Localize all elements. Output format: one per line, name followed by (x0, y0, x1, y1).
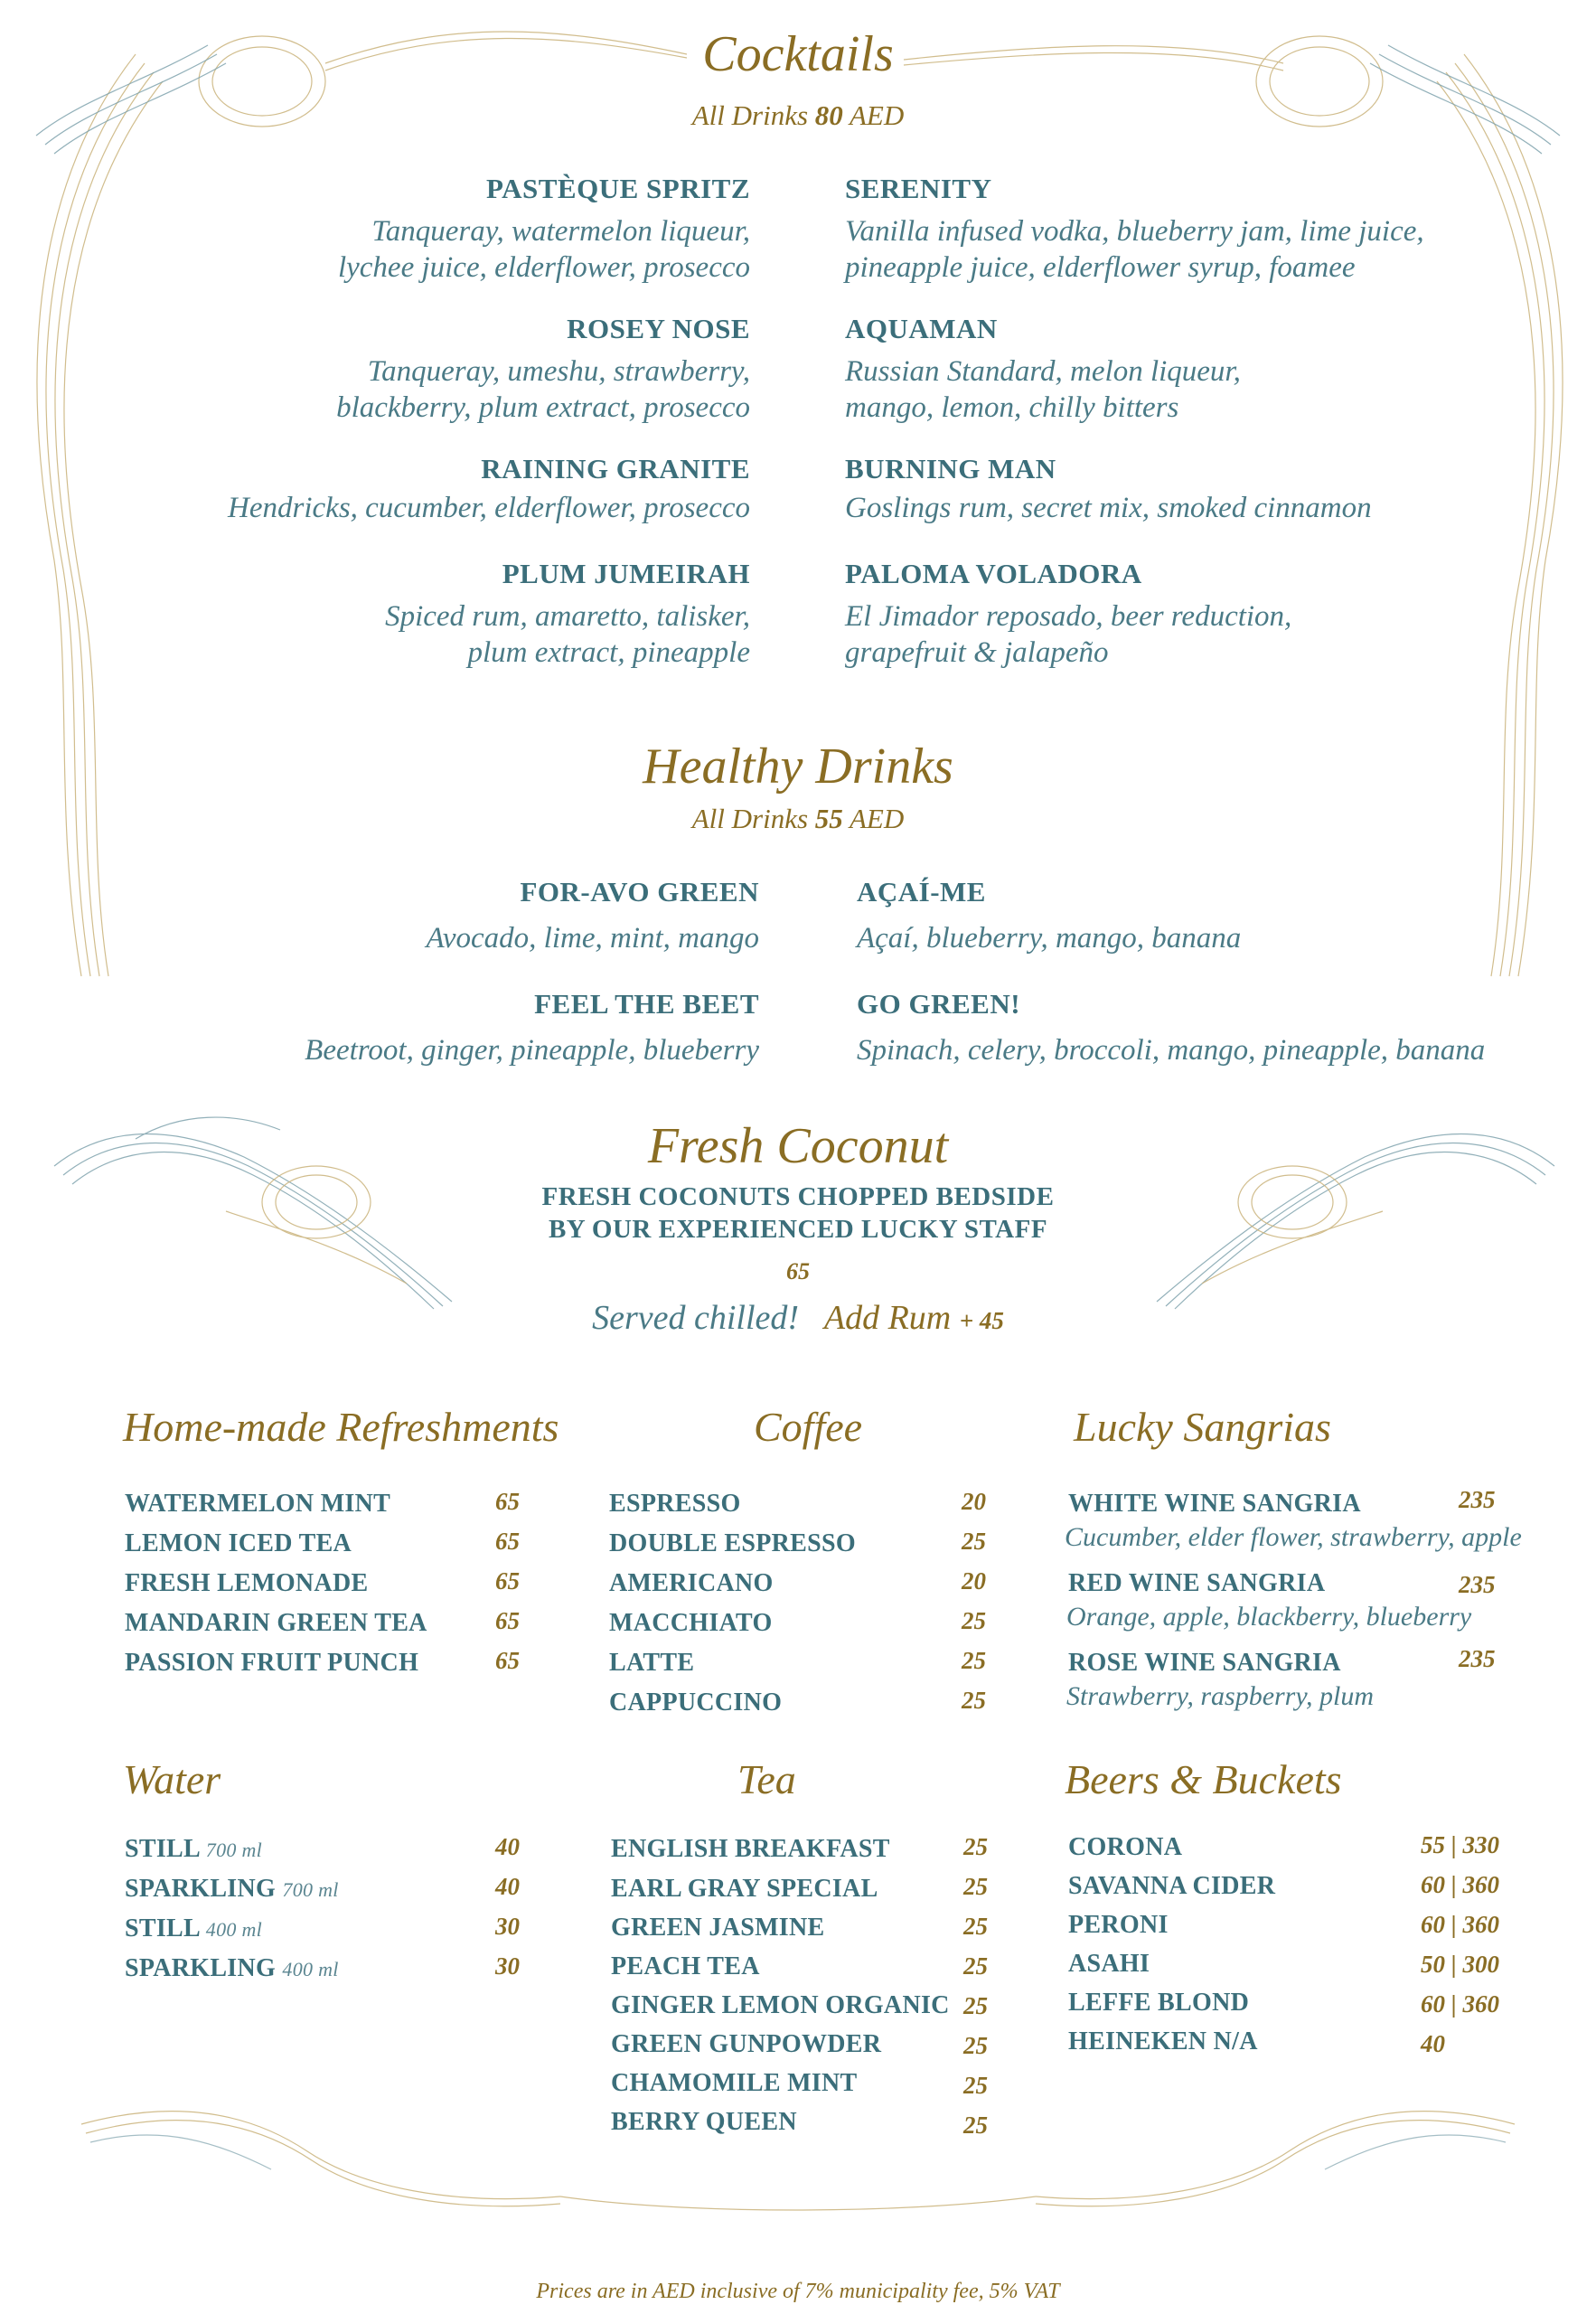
healthy-name: FEEL THE BEET (534, 988, 759, 1020)
price-disclaimer: Prices are in AED inclusive of 7% municipality fee, 5% VAT (536, 2280, 1060, 2303)
cocktail-desc-line: Hendricks, cucumber, elderflower, prosecco (228, 492, 750, 525)
cocktail-desc (845, 491, 1478, 527)
cocktail-item (845, 452, 1478, 527)
cocktail-desc-line: El Jimador reposado, beer reduction, (845, 600, 1292, 634)
coconut-served-line (0, 1298, 1596, 1338)
cocktail-desc-line: Tanqueray, watermelon liqueur, (371, 215, 750, 249)
tea-title: Tea (737, 1756, 796, 1802)
cocktails-sub-prefix: All Drinks (691, 99, 809, 131)
refreshment-item: MANDARIN GREEN TEA (125, 1609, 427, 1637)
cocktail-desc (845, 599, 1478, 671)
sangria-desc: Strawberry, raspberry, plum (1066, 1681, 1375, 1711)
beer-item: ASAHI (1068, 1950, 1150, 1978)
tea-item: GINGER LEMON ORGANIC (611, 1991, 950, 2019)
coffee-item: ESPRESSO (609, 1490, 741, 1518)
coffee-item: LATTE (609, 1649, 695, 1677)
coffee-price: 20 (962, 1567, 986, 1594)
cocktail-item (117, 557, 750, 671)
healthy-item (857, 987, 1489, 1069)
sangria-price: 235 (1459, 1645, 1496, 1672)
refreshment-item: PASSION FRUIT PUNCH (125, 1649, 419, 1677)
water-item-volume: 400 ml (205, 1918, 263, 1941)
bottom-frame-ornament (0, 2097, 1596, 2233)
cocktails-subtitle (0, 101, 1596, 129)
tea-item: BERRY QUEEN (611, 2108, 797, 2136)
coffee-item: DOUBLE ESPRESSO (609, 1529, 856, 1557)
tea-price: 25 (963, 2032, 988, 2059)
cocktail-desc (845, 214, 1478, 286)
cocktail-name: AQUAMAN (845, 313, 998, 344)
water-item-name: SPARKLING (125, 1875, 277, 1903)
coconut-served: Served chilled! (592, 1299, 800, 1337)
cocktail-desc-line: Goslings rum, secret mix, smoked cinnamon (845, 492, 1372, 525)
beers-title: Beers & Buckets (1065, 1756, 1342, 1802)
cocktails-sub-price: 80 (814, 99, 843, 131)
cocktail-desc-line: Spiced rum, amaretto, talisker, (385, 600, 750, 634)
coffee-title: Coffee (754, 1404, 863, 1450)
cocktail-desc-line: plum extract, pineapple (467, 635, 750, 669)
beer-item: SAVANNA CIDER (1068, 1872, 1276, 1900)
tea-item: PEACH TEA (611, 1952, 760, 1980)
coffee-item: CAPPUCCINO (609, 1688, 783, 1717)
beer-price: 60 | 360 (1421, 1911, 1499, 1938)
cocktail-name: PALOMA VOLADORA (845, 558, 1142, 589)
tea-item: ENGLISH BREAKFAST (611, 1835, 890, 1863)
cocktail-name: RAINING GRANITE (481, 453, 750, 484)
cocktail-item (845, 172, 1478, 286)
cocktail-desc-line: blackberry, plum extract, prosecco (336, 390, 750, 424)
coffee-price: 20 (962, 1488, 986, 1515)
cocktail-item (117, 312, 750, 426)
tea-item: GREEN GUNPOWDER (611, 2030, 882, 2058)
tea-item: CHAMOMILE MINT (611, 2069, 858, 2097)
water-item (125, 1877, 339, 1902)
refreshment-price: 65 (495, 1528, 520, 1555)
water-item (125, 1916, 262, 1942)
healthy-sub-price: 55 (814, 803, 843, 834)
cocktail-desc-line: Vanilla infused vodka, blueberry jam, lime juice, (845, 215, 1424, 249)
cocktail-item (845, 312, 1478, 426)
healthy-item (857, 875, 1489, 957)
sangria-price: 235 (1459, 1486, 1496, 1513)
refreshments-title: Home-made Refreshments (123, 1404, 559, 1450)
cocktail-desc (117, 491, 750, 527)
water-item-volume: 700 ml (205, 1839, 263, 1861)
coffee-price: 25 (962, 1647, 986, 1674)
sangria-price: 235 (1459, 1571, 1496, 1598)
water-price: 30 (495, 1913, 520, 1940)
cocktail-item (117, 172, 750, 286)
sangria-desc: Orange, apple, blackberry, blueberry (1066, 1602, 1472, 1632)
coffee-item: MACCHIATO (609, 1609, 773, 1637)
water-item (125, 1956, 339, 1981)
cocktail-desc-line: Russian Standard, melon liqueur, (845, 355, 1241, 389)
coffee-item: AMERICANO (609, 1569, 774, 1597)
tea-price: 25 (963, 1873, 988, 1900)
tea-price: 25 (963, 1833, 988, 1860)
healthy-name: FOR-AVO GREEN (520, 876, 759, 908)
sangria-item: RED WINE SANGRIA (1068, 1569, 1326, 1597)
cocktail-name: SERENITY (845, 173, 992, 204)
cocktail-desc (117, 214, 750, 286)
beer-price: 60 | 360 (1421, 1871, 1499, 1898)
water-item-name: SPARKLING (125, 1954, 277, 1982)
cocktail-name: PLUM JUMEIRAH (502, 558, 750, 589)
tea-item: GREEN JASMINE (611, 1914, 825, 1942)
tea-price: 25 (963, 2112, 988, 2139)
sangria-item: ROSE WINE SANGRIA (1068, 1649, 1341, 1677)
refreshment-price: 65 (495, 1488, 520, 1515)
refreshment-item: LEMON ICED TEA (125, 1529, 352, 1557)
cocktail-desc-line: Tanqueray, umeshu, strawberry, (367, 355, 750, 389)
healthy-desc: Açaí, blueberry, mango, banana (857, 922, 1242, 955)
healthy-name: AÇAÍ-ME (857, 876, 986, 908)
refreshment-item: FRESH LEMONADE (125, 1569, 369, 1597)
tea-item: EARL GRAY SPECIAL (611, 1875, 878, 1903)
beer-price: 55 | 330 (1421, 1831, 1499, 1858)
sangria-desc: Cucumber, elder flower, strawberry, apple (1065, 1522, 1522, 1552)
healthy-subtitle (0, 804, 1596, 832)
beer-item: PERONI (1068, 1911, 1169, 1939)
beer-price: 40 (1421, 2030, 1445, 2057)
coffee-price: 25 (962, 1528, 986, 1555)
cocktails-title: Cocktails (702, 26, 894, 82)
cocktail-desc-line: pineapple juice, elderflower syrup, foamee (845, 250, 1356, 284)
refreshment-item: WATERMELON MINT (125, 1490, 391, 1518)
refreshment-price: 65 (495, 1567, 520, 1594)
water-item-volume: 700 ml (282, 1878, 339, 1901)
cocktail-item (845, 557, 1478, 671)
healthy-desc: Beetroot, ginger, pineapple, blueberry (305, 1034, 759, 1068)
water-item (125, 1837, 262, 1862)
cocktail-name: ROSEY NOSE (567, 313, 750, 344)
beer-item: CORONA (1068, 1833, 1183, 1861)
healthy-item (127, 875, 759, 957)
cocktails-sub-currency: AED (850, 99, 905, 131)
cocktail-desc (117, 599, 750, 671)
coconut-add-rum-price: + 45 (959, 1307, 1004, 1334)
cocktail-desc-line: lychee juice, elderflower, prosecco (337, 250, 750, 284)
healthy-item (127, 987, 759, 1069)
tea-price: 25 (963, 1992, 988, 2019)
cocktail-name: PASTÈQUE SPRITZ (485, 173, 750, 204)
healthy-desc: Spinach, celery, broccoli, mango, pineapple, banana (857, 1034, 1486, 1068)
coffee-price: 25 (962, 1687, 986, 1714)
water-price: 40 (495, 1833, 520, 1860)
healthy-desc: Avocado, lime, mint, mango (426, 922, 759, 955)
refreshment-price: 65 (495, 1607, 520, 1634)
beer-item: LEFFE BLOND (1068, 1989, 1250, 2017)
water-item-name: STILL (125, 1835, 200, 1863)
cocktail-desc (845, 354, 1478, 426)
coconut-add-rum: Add Rum (823, 1299, 952, 1337)
coconut-line-1: FRESH COCONUTS CHOPPED BEDSIDE (541, 1182, 1055, 1211)
cocktail-item (117, 452, 750, 527)
tea-price: 25 (963, 1952, 988, 1980)
water-price: 30 (495, 1952, 520, 1980)
beer-item: HEINEKEN N/A (1068, 2027, 1258, 2055)
tea-price: 25 (963, 2072, 988, 2099)
cocktail-desc-line: grapefruit & jalapeño (845, 635, 1109, 669)
healthy-sub-prefix: All Drinks (691, 803, 809, 834)
healthy-name: GO GREEN! (857, 988, 1021, 1020)
cocktail-name: BURNING MAN (845, 453, 1056, 484)
water-item-volume: 400 ml (282, 1958, 339, 1980)
cocktail-desc-line: mango, lemon, chilly bitters (845, 390, 1179, 424)
healthy-title: Healthy Drinks (643, 738, 953, 795)
water-title: Water (123, 1756, 221, 1802)
coconut-title: Fresh Coconut (647, 1118, 949, 1174)
beer-price: 60 | 360 (1421, 1990, 1499, 2018)
sangrias-title: Lucky Sangrias (1074, 1404, 1331, 1450)
water-item-name: STILL (125, 1914, 200, 1942)
coconut-line-2: BY OUR EXPERIENCED LUCKY STAFF (548, 1215, 1048, 1244)
cocktail-desc (117, 354, 750, 426)
coffee-price: 25 (962, 1607, 986, 1634)
tea-price: 25 (963, 1913, 988, 1940)
coconut-price: 65 (786, 1258, 810, 1284)
water-price: 40 (495, 1873, 520, 1900)
sangria-item: WHITE WINE SANGRIA (1068, 1490, 1361, 1518)
refreshment-price: 65 (495, 1647, 520, 1674)
healthy-sub-currency: AED (850, 803, 905, 834)
beer-price: 50 | 300 (1421, 1951, 1499, 1978)
